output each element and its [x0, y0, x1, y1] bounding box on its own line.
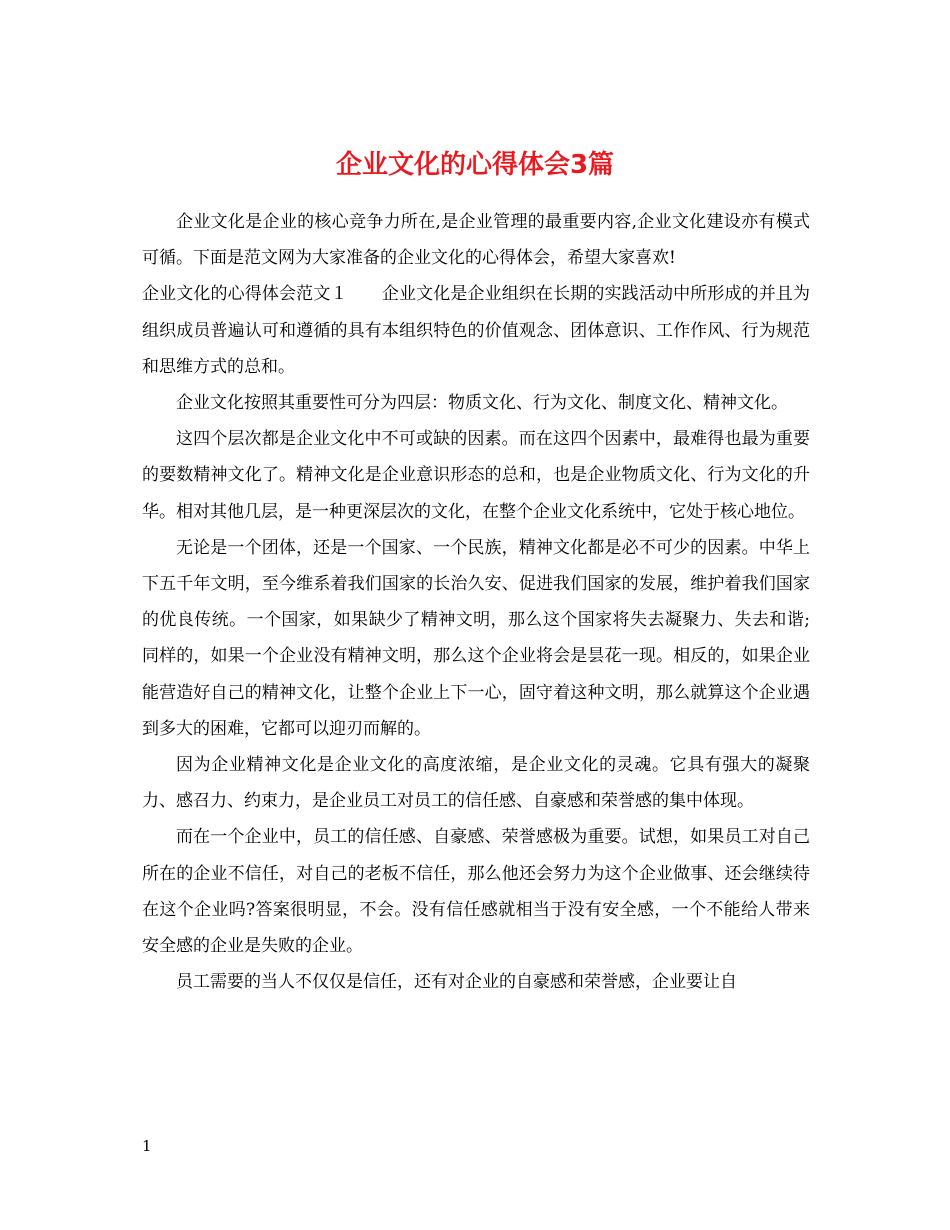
- paragraph: 企业文化是企业的核心竞争力所在,是企业管理的最重要内容,企业文化建设亦有模式可循。下面是范文网为大家准备的企业文化的心得体会，希望大家喜欢!: [142, 212, 810, 269]
- paragraph: 无论是一个团体，还是一个国家、一个民族，精神文化都是必不可少的因素。中华上下五千年文明，至今维系着我们国家的长治久安、促进我们国家的发展，维护着我们国家的优良传统。一个国家，如果缺少了精神文明，那么这个国家将失去凝聚力、失去和谐;同样的，如果一个企业没有精神文明，那么这个企业将会是昙花一现。相反的，如果企业能营造好自己的精神文化，让整个企业上下一心，固守着这种文明，那么就算这个企业遇到多大的困难，它都可以迎刃而解的。: [142, 537, 810, 739]
- paragraph: 而在一个企业中，员工的信任感、自豪感、荣誉感极为重要。试想，如果员工对自己所在的企业不信任，对自己的老板不信任，那么他还会努力为这个企业做事、还会继续待在这个企业吗?答案很明显，不会。没有信任感就相当于没有安全感，一个不能给人带来安全感的企业是失败的企业。: [142, 827, 810, 957]
- page-number: 1: [142, 1137, 152, 1155]
- paragraph: 企业文化的心得体会范文１ 企业文化是企业组织在长期的实践活动中所形成的并且为组织成员普遍认可和遵循的具有本组织特色的价值观念、团体意识、工作作风、行为规范和思维方式的总和。: [142, 284, 810, 377]
- document-title: 企业文化的心得体会3篇: [335, 150, 615, 181]
- paragraph: 因为企业精神文化是企业文化的高度浓缩，是企业文化的灵魂。它具有强大的凝聚力、感召力、约束力，是企业员工对员工的信任感、自豪感和荣誉感的集中体现。: [142, 755, 810, 812]
- document-body: [142, 204, 810, 1000]
- paragraph: 企业文化按照其重要性可分为四层：物质文化、行为文化、制度文化、精神文化。: [176, 393, 788, 414]
- paragraph: 这四个层次都是企业文化中不可或缺的因素。而在这四个因素中，最难得也最为重要的要数精神文化了。精神文化是企业意识形态的总和，也是企业物质文化、行为文化的升华。相对其他几层，是一种更深层次的文化，在整个企业文化系统中，它处于核心地位。: [142, 429, 810, 522]
- paragraph: 员工需要的当人不仅仅是信任，还有对企业的自豪感和荣誉感，企业要让自: [176, 972, 737, 993]
